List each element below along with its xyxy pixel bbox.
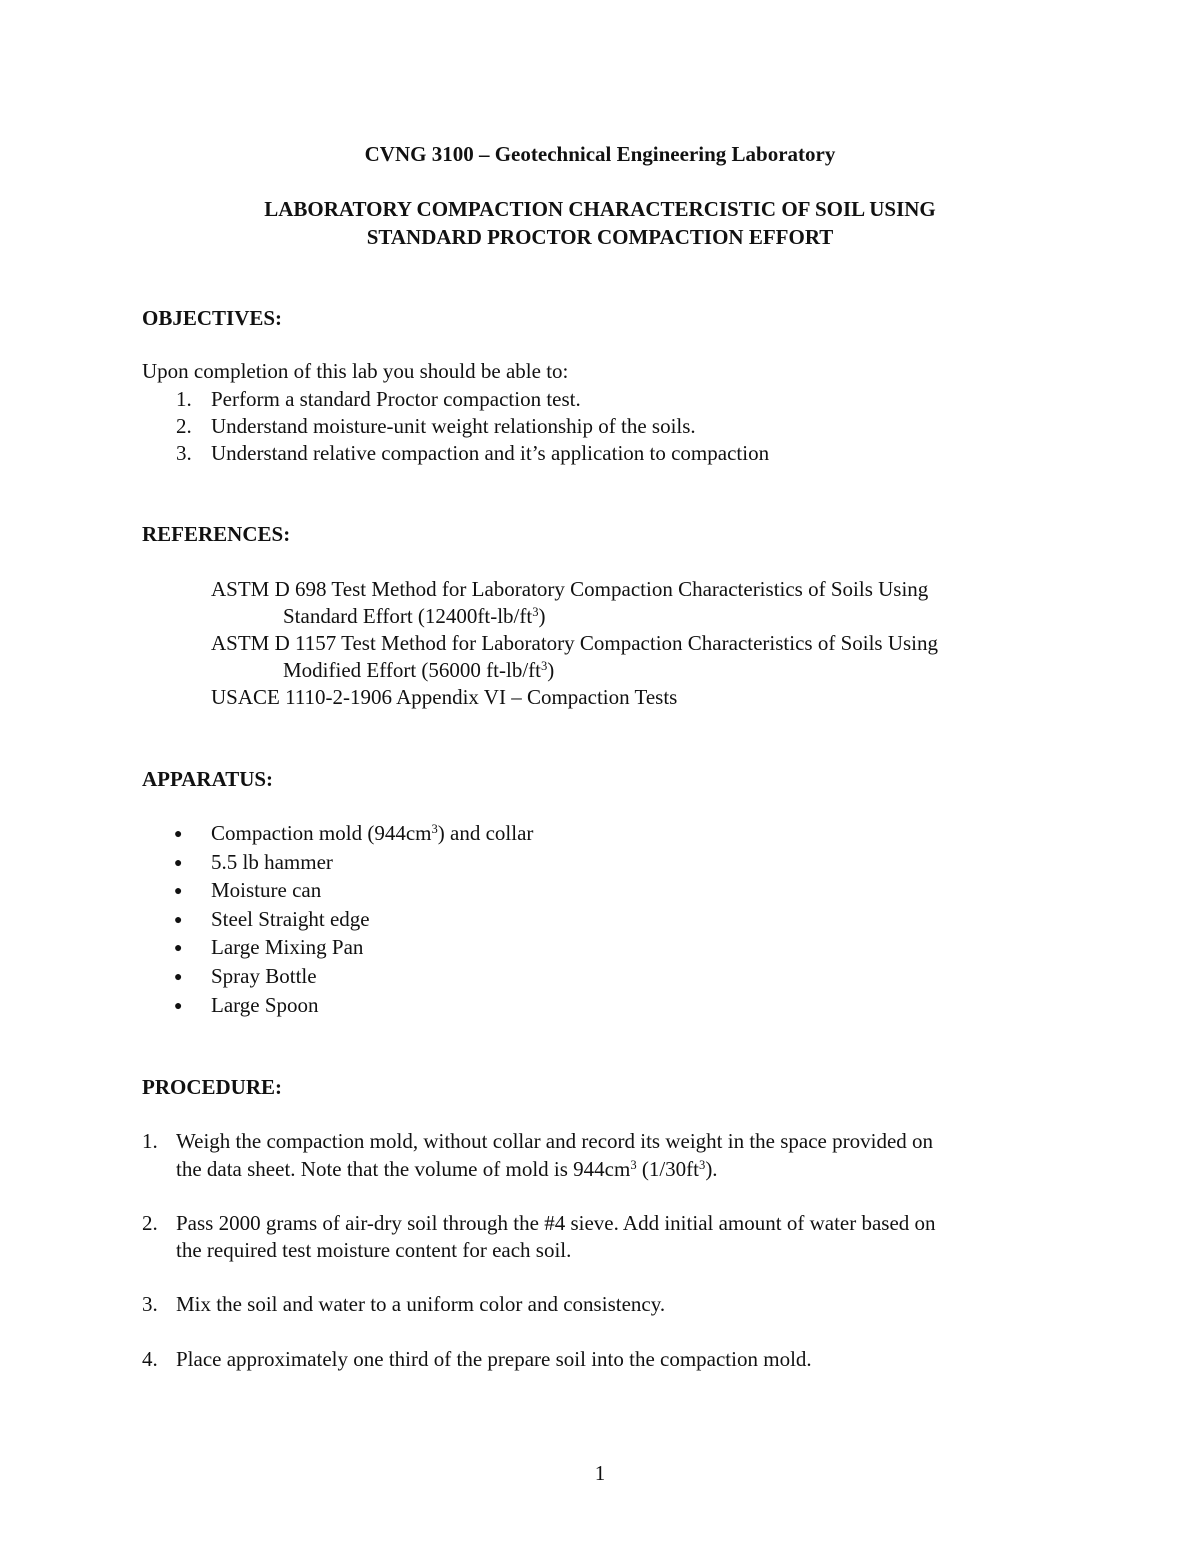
lab-title-line1: LABORATORY COMPACTION CHARACTERCISTIC OF SOIL USING <box>264 197 936 221</box>
item-text: Understand relative compaction and it’s application to compaction <box>211 441 770 465</box>
step-number: 2. <box>142 1211 158 1235</box>
bullet-icon: ● <box>174 884 183 899</box>
step-number: 4. <box>142 1347 158 1371</box>
step-text-line: the data sheet. Note that the volume of mold is $944cm^3$ $(1/30ft^3)$. <box>176 1157 718 1181</box>
item-text: Large Spoon <box>211 993 319 1017</box>
item-text: Perform a standard Proctor compaction test. <box>211 387 581 411</box>
reference-astm-d1157-line1: ASTM D 1157 Test Method for Laboratory Compaction Characteristics of Soils Using <box>211 631 939 655</box>
objectives-intro: Upon completion of this lab you should be able to: <box>142 359 569 383</box>
item-text: Understand moisture-unit weight relationship of the soils. <box>211 414 696 438</box>
procedure-heading: PROCEDURE: <box>142 1075 282 1099</box>
item-number: 1. <box>176 387 192 411</box>
item-text: Large Mixing Pan <box>211 935 364 959</box>
objectives-heading: OBJECTIVES: <box>142 306 283 330</box>
bullet-icon: ● <box>174 913 183 928</box>
course-title: CVNG 3100 – Geotechnical Engineering Laboratory <box>364 142 836 166</box>
lab-title-line2: STANDARD PROCTOR COMPACTION EFFORT <box>366 225 834 249</box>
references-heading: REFERENCES: <box>142 522 291 546</box>
bullet-icon: ● <box>174 941 183 956</box>
step-number: 1. <box>142 1129 158 1153</box>
apparatus-heading: APPARATUS: <box>142 767 274 791</box>
bullet-icon: ● <box>174 856 183 871</box>
item-text: Steel Straight edge <box>211 907 370 931</box>
item-text: 5.5 lb hammer <box>211 850 333 874</box>
bullet-icon: ● <box>174 827 183 842</box>
reference-astm-d698-line2: Standard Effort $(12400ft-lb/ft^3)$ <box>283 604 546 628</box>
item-text: Spray Bottle <box>211 964 317 988</box>
item-number: 2. <box>176 414 192 438</box>
page-number: 1 <box>594 1461 606 1485</box>
item-number: 3. <box>176 441 192 465</box>
step-text-line: Pass 2000 grams of air-dry soil through the #4 sieve. Add initial amount of water based on <box>176 1211 936 1235</box>
step-text-line: Place approximately one third of the prepare soil into the compaction mold. <box>176 1347 812 1371</box>
item-text: Compaction mold $(944cm^3)$ and collar <box>211 821 534 845</box>
step-text-line: Weigh the compaction mold, without collar and record its weight in the space provided on <box>176 1129 934 1153</box>
item-text: Moisture can <box>211 878 322 902</box>
step-text-line: Mix the soil and water to a uniform color and consistency. <box>176 1292 666 1316</box>
reference-astm-d698-line1: ASTM D 698 Test Method for Laboratory Compaction Characteristics of Soils Using <box>211 577 929 601</box>
bullet-icon: ● <box>174 970 183 985</box>
step-text-line: the required test moisture content for each soil. <box>176 1238 572 1262</box>
reference-usace: USACE 1110-2-1906 Appendix VI – Compaction Tests <box>211 685 678 709</box>
reference-astm-d1157-line2: Modified Effort (56000 $ft-lb/ft^3$) <box>283 658 555 682</box>
step-number: 3. <box>142 1292 158 1316</box>
bullet-icon: ● <box>174 999 183 1014</box>
